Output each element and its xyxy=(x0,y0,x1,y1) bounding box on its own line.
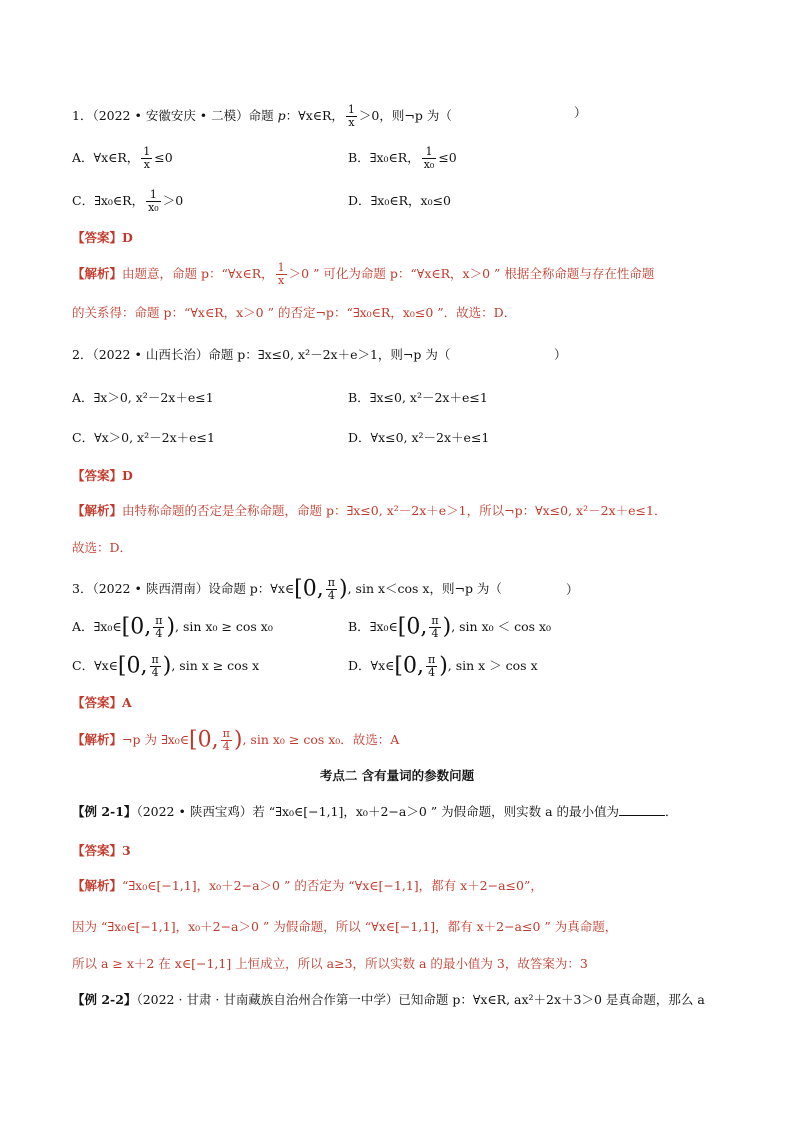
q1-option-b-label: B．∃x₀∈R， xyxy=(348,150,420,165)
pi-fraction xyxy=(153,615,164,640)
frac-num: 1 xyxy=(277,261,285,274)
ex21-stem xyxy=(72,803,678,821)
example-label: 【例 2-2】 xyxy=(72,992,137,1007)
answer-value: 3 xyxy=(122,843,131,858)
pi-fraction xyxy=(429,615,440,640)
frac-den: 4 xyxy=(327,589,335,602)
q3-stem xyxy=(72,577,502,602)
interval-open: [0, xyxy=(121,614,152,640)
ex21-stem-text: （2022 • 陕西宝鸡）若 “∃x₀∈[−1,1]，x₀＋2−a＞0 ” 为假命题，则实数 a 的最小值为 xyxy=(136,804,620,819)
interval-close: ) xyxy=(439,653,448,679)
q1-stem: 1．（2022 • 安徽安庆 • 二模）命题 p：∀x∈R， $\frac{1}{x}$ ＞0，则¬p 为（ xyxy=(72,103,452,129)
option-pre: D．∀x∈ xyxy=(348,658,395,673)
option-post: , sin x₀ ＜ cos x₀ xyxy=(451,619,552,634)
ex21-analysis-1: “∃x₀∈[−1,1]，x₀＋2−a＞0 ” 的否定为 “∀x∈[−1,1]，都有 x＋2−a≤0”， xyxy=(122,878,543,893)
answer-label: 【答案】 xyxy=(72,230,123,245)
q2-option-a: A．∃x＞0, x²－2x＋e≤1 xyxy=(72,390,214,405)
q1-analysis-line1 xyxy=(72,262,654,287)
q3-answer xyxy=(72,694,132,712)
q3-analysis xyxy=(72,728,399,753)
frac-num: π xyxy=(431,614,439,627)
q1-fraction xyxy=(346,104,357,129)
answer-blank xyxy=(619,803,665,816)
frac-den: x₀ xyxy=(148,201,159,214)
q2-answer xyxy=(72,467,133,485)
frac-den: x₀ xyxy=(423,158,435,171)
answer-value: D xyxy=(122,230,133,245)
q1-analysis-1a: 由题意，命题 p：“∀x∈R， xyxy=(122,266,274,281)
q2-option-d: D．∀x≤0, x²－2x＋e≤1 xyxy=(348,430,490,445)
interval-open: [0, xyxy=(189,727,219,753)
interval-close: ) xyxy=(338,576,348,602)
section-title: 考点二 含有量词的参数问题 xyxy=(319,768,475,783)
q2-stem: 2．（2022 • 山西长治）命题 p：∃x≤0, x²－2x＋e＞1，则¬p 为（ xyxy=(72,347,451,362)
ex21-analysis-line3: 所以 a ≥ x＋2 在 x∈[−1,1] 上恒成立，所以 a≥3，所以实数 a 的最小值为 3，故答案为：3 xyxy=(72,956,588,971)
q1-analysis-fraction xyxy=(276,262,287,287)
q2-analysis-line1 xyxy=(72,502,666,520)
option-post: , sin x ＞ cos x xyxy=(447,658,538,673)
frac-den: x xyxy=(278,274,285,287)
frac-num: 1 xyxy=(143,145,151,158)
ex21-stem-end: ． xyxy=(665,804,678,819)
pi-fraction xyxy=(326,577,337,602)
option-pre: A．∃x₀∈ xyxy=(72,619,122,634)
interval-close: ) xyxy=(442,614,452,640)
q3-option-b xyxy=(348,615,551,640)
option-post: , sin x₀ ≥ cos x₀ xyxy=(175,619,273,634)
q1-option-b-tail: ≤0 xyxy=(438,150,457,165)
q1-option-c-tail: ＞0 xyxy=(162,193,184,208)
ex22-stem-text: （2022 · 甘肃 · 甘南藏族自治州合作第一中学）已知命题 p：∀x∈R, ax²＋2x＋3＞0 是真命题，那么 a xyxy=(136,992,705,1007)
frac-den: x xyxy=(143,158,150,171)
answer-label: 【答案】 xyxy=(72,695,123,710)
q1-stem-tail: ＞0，则¬p 为（ xyxy=(358,108,452,123)
frac-den: 4 xyxy=(431,627,439,640)
pi-fraction xyxy=(426,654,437,679)
frac-num: π xyxy=(222,727,230,740)
interval-close: ) xyxy=(233,727,243,753)
q1-option-b xyxy=(348,146,457,171)
analysis-label: 【解析】 xyxy=(72,266,123,281)
frac-num: 1 xyxy=(146,189,161,202)
q2-analysis-line2: 故选：D． xyxy=(72,540,133,555)
pi-fraction xyxy=(150,654,161,679)
q1-option-c-fraction xyxy=(146,189,161,214)
frac-den: 4 xyxy=(428,666,436,679)
q2-stem-close: ） xyxy=(554,347,567,362)
q3-analysis-post: , sin x₀ ≥ cos x₀．故选：A xyxy=(242,732,400,747)
pi-fraction xyxy=(221,728,232,753)
analysis-label: 【解析】 xyxy=(72,503,123,518)
ex22-stem xyxy=(72,991,705,1009)
q1-frac-den: x xyxy=(348,116,355,129)
frac-den: 4 xyxy=(155,627,163,640)
q1-option-c xyxy=(72,189,183,214)
frac-den: 4 xyxy=(222,740,230,753)
option-pre: C．∀x∈ xyxy=(72,658,118,673)
answer-label: 【答案】 xyxy=(72,468,123,483)
interval-open: [0, xyxy=(294,576,324,602)
answer-value: A xyxy=(122,695,132,710)
option-pre: B．∃x₀∈ xyxy=(348,619,398,634)
frac-num: π xyxy=(427,653,436,666)
answer-value: D xyxy=(122,468,133,483)
q3-option-d xyxy=(348,654,538,679)
q1-stem-prefix: 1．（2022 • 安徽安庆 • 二模）命题 xyxy=(72,108,278,123)
q1-answer xyxy=(72,229,133,247)
ex21-answer xyxy=(72,842,131,860)
interval-open: [0, xyxy=(117,653,148,679)
q3-analysis-pre: ¬p 为 ∃x₀∈ xyxy=(122,732,190,747)
interval-open: [0, xyxy=(394,653,424,679)
ex21-analysis-line1 xyxy=(72,877,543,895)
q3-option-a xyxy=(72,615,273,640)
q2-analysis-1: 由特称命题的否定是全称命题，命题 p：∃x≤0, x²－2x＋e＞1，所以¬p：∀x≤0, x²－2x＋e≤1． xyxy=(122,503,667,518)
q3-option-c xyxy=(72,654,259,679)
answer-label: 【答案】 xyxy=(72,843,123,858)
q1-analysis-1b: ＞0 ” 可化为命题 p：“∀x∈R，x＞0 ” 根据全称命题与存在性命题 xyxy=(288,266,655,281)
interval-close: ) xyxy=(166,614,176,640)
q1-stem-close: ） xyxy=(574,105,587,120)
q1-option-a-label: A．∀x∈R， xyxy=(72,150,140,165)
q1-analysis-line2: 的关系得：命题 p：“∀x∈R，x＞0 ” 的否定¬p：“∃x₀∈R，x₀≤0 ”．故选：D． xyxy=(72,305,517,320)
q3-stem-b: , sin x＜cos x，则¬p 为（ xyxy=(347,581,502,596)
q1-frac-num: 1 xyxy=(347,103,355,116)
q1-option-a-fraction xyxy=(141,146,152,171)
interval-close: ) xyxy=(162,653,172,679)
frac-num: 1 xyxy=(422,146,437,159)
q1-option-d: D．∃x₀∈R，x₀≤0 xyxy=(348,193,452,208)
frac-num: π xyxy=(327,576,335,589)
q3-stem-close: ） xyxy=(566,582,579,597)
q1-option-a xyxy=(72,146,173,171)
q2-option-c: C．∀x＞0, x²－2x＋e≤1 xyxy=(72,430,215,445)
frac-num: π xyxy=(151,653,159,666)
ex21-analysis-line2: 因为 “∃x₀∈[−1,1]，x₀＋2−a＞0 ” 为假命题，所以 “∀x∈[−1,1]，都有 x＋2−a≤0 ” 为真命题， xyxy=(72,919,618,934)
q1-option-a-tail: ≤0 xyxy=(154,150,173,165)
interval-open: [0, xyxy=(397,614,428,640)
analysis-label: 【解析】 xyxy=(72,878,123,893)
frac-num: π xyxy=(155,614,163,627)
q1-option-c-label: C．∃x₀∈R， xyxy=(72,193,145,208)
example-label: 【例 2-1】 xyxy=(72,804,137,819)
q1-option-b-fraction xyxy=(422,146,437,171)
analysis-label: 【解析】 xyxy=(72,732,123,747)
option-post: , sin x ≥ cos x xyxy=(171,658,260,673)
q3-stem-a: 3．（2022 • 陕西渭南）设命题 p：∀x∈ xyxy=(72,581,295,596)
q2-option-b: B．∃x≤0, x²－2x＋e≤1 xyxy=(348,390,488,405)
frac-den: 4 xyxy=(151,666,159,679)
q1-stem-mid: ：∀x∈R， xyxy=(285,108,344,123)
